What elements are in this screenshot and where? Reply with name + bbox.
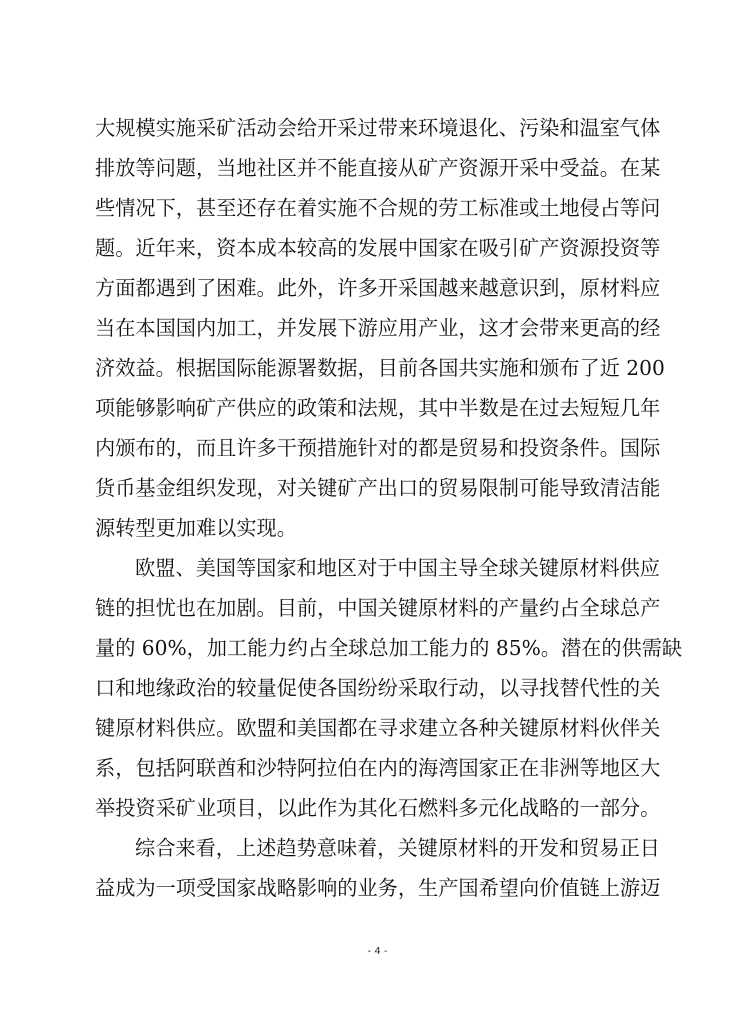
body-text-line: 些情况下，甚至还存在着实施不合规的劳工标准或土地侵占等问 bbox=[95, 196, 661, 220]
body-text-line: 系，包括阿联酋和沙特阿拉伯在内的海湾国家正在非洲等地区大 bbox=[95, 756, 661, 780]
body-text-line: 当在本国国内加工，并发展下游应用产业，这才会带来更高的经 bbox=[95, 316, 661, 340]
body-text-line: 货币基金组织发现，对关键矿产出口的贸易限制可能导致清洁能 bbox=[95, 476, 661, 500]
body-text-line: 益成为一项受国家战略影响的业务，生产国希望向价值链上游迈 bbox=[95, 876, 661, 900]
body-text-line: 项能够影响矿产供应的政策和法规，其中半数是在过去短短几年 bbox=[95, 396, 661, 420]
page-number: - 4 - bbox=[367, 946, 388, 957]
body-text-line: 键原材料供应。欧盟和美国都在寻求建立各种关键原材料伙伴关 bbox=[95, 716, 661, 740]
body-text-line: 内颁布的，而且许多干预措施针对的都是贸易和投资条件。国际 bbox=[95, 436, 661, 460]
body-text-line: 举投资采矿业项目，以此作为其化石燃料多元化战略的一部分。 bbox=[95, 796, 661, 820]
body-text-line: 大规模实施采矿活动会给开采过带来环境退化、污染和温室气体 bbox=[95, 116, 661, 140]
body-text-line: 排放等问题，当地社区并不能直接从矿产资源开采中受益。在某 bbox=[95, 156, 661, 180]
body-text-line: 源转型更加难以实现。 bbox=[95, 516, 297, 540]
body-text-line: 题。近年来，资本成本较高的发展中国家在吸引矿产资源投资等 bbox=[95, 236, 661, 260]
body-text-line: 链的担忧也在加剧。目前，中国关键原材料的产量约占全球总产 bbox=[95, 596, 661, 620]
body-text-line: 量的 60%，加工能力约占全球总加工能力的 85%。潜在的供需缺 bbox=[95, 636, 683, 660]
paragraph-first-line: 综合来看，上述趋势意味着，关键原材料的开发和贸易正日 bbox=[135, 836, 660, 860]
body-text-line: 口和地缘政治的较量促使各国纷纷采取行动，以寻找替代性的关 bbox=[95, 676, 661, 700]
body-text-line: 济效益。根据国际能源署数据，目前各国共实施和颁布了近 200 bbox=[95, 356, 665, 380]
body-text-line: 方面都遇到了困难。此外，许多开采国越来越意识到，原材料应 bbox=[95, 276, 661, 300]
paragraph-first-line: 欧盟、美国等国家和地区对于中国主导全球关键原材料供应 bbox=[135, 556, 660, 580]
